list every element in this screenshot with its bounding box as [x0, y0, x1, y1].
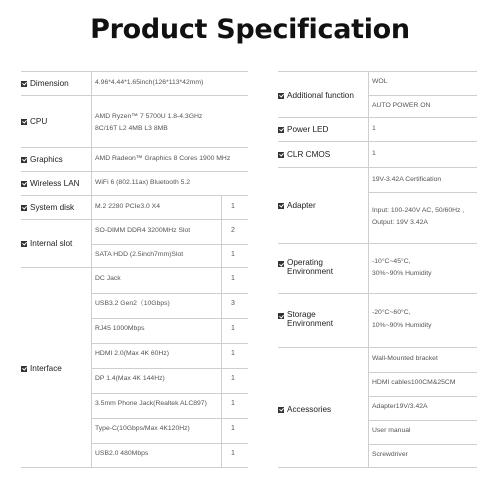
interface-divider — [92, 318, 248, 319]
additional-function-line-1: WOL — [372, 78, 388, 85]
power-led-label: Power LED — [278, 125, 328, 134]
interface-divider — [92, 418, 248, 419]
cpu-line-1: AMD Ryzen™ 7 5700U 1.8-4.3GHz — [95, 113, 203, 120]
slot-item-value: SO-DIMM DDR4 3200MHz Slot — [95, 227, 191, 234]
interface-item-value: DC Jack — [95, 275, 121, 282]
checkbox-icon — [21, 241, 27, 247]
left-spec-table — [21, 71, 248, 481]
interface-item-count: 3 — [231, 300, 235, 307]
storage-environment-line-2: 10%~90% Humidity — [372, 322, 432, 329]
adapter-label: Adapter — [278, 201, 316, 210]
disk-value: M.2 2280 PCIe3.0 X4 — [95, 203, 160, 210]
interface-divider — [92, 368, 248, 369]
interface-divider — [92, 393, 248, 394]
clr-cmos-label: CLR CMOS — [278, 150, 330, 159]
checkbox-icon — [278, 313, 284, 319]
cpu-label: CPU — [21, 117, 47, 126]
operating-environment-line-2: 30%~90% Humidity — [372, 270, 432, 277]
page-title: Product Specification — [90, 14, 410, 45]
disk-row — [21, 195, 248, 219]
count-column-divider — [221, 195, 222, 467]
graphics-row — [21, 147, 248, 171]
internal-slot-row — [21, 219, 248, 267]
checkbox-icon — [278, 407, 284, 413]
operating-environment-label: Operating Environment — [278, 258, 333, 277]
adapter-line-2: Input: 100-240V AC, 50/60Hz , — [372, 207, 465, 214]
power-led-value: 1 — [372, 125, 376, 132]
checkbox-icon — [278, 261, 284, 267]
interface-item-value: Type-C(10Gbps/Max 4K120Hz) — [95, 425, 190, 432]
checkbox-icon — [278, 152, 284, 158]
interface-item-value: 3.5mm Phone Jack(Realtek ALC897) — [95, 400, 207, 407]
interface-item-value: USB2.0 480Mbps — [95, 450, 149, 457]
table-bottom-border — [21, 467, 248, 468]
dimension-label: Dimension — [21, 79, 69, 88]
interface-item-count: 1 — [231, 350, 235, 357]
checkbox-icon — [21, 366, 27, 372]
interface-label: Interface — [21, 364, 62, 373]
slot-divider — [92, 244, 248, 245]
power-led-row — [278, 117, 477, 141]
interface-item-value: HDMI 2.0(Max 4K 60Hz) — [95, 350, 170, 357]
additional-function-line-2: AUTO POWER ON — [372, 102, 431, 109]
clr-cmos-row — [278, 141, 477, 167]
storage-environment-line-1: -20°C~60°C, — [372, 309, 411, 316]
adapter-divider — [368, 192, 477, 193]
table-bottom-border — [278, 467, 477, 468]
graphics-value: AMD Radeon™ Graphics 8 Cores 1900 MHz — [95, 155, 231, 162]
accessories-divider — [368, 396, 477, 397]
slot-item-count: 2 — [231, 227, 235, 234]
accessory-item: User manual — [372, 427, 411, 434]
accessories-divider — [368, 444, 477, 445]
checkbox-icon — [21, 119, 27, 125]
accessory-item: HDMI cables100CM&25CM — [372, 379, 456, 386]
label-column-divider — [368, 71, 369, 467]
interface-divider — [92, 343, 248, 344]
clr-cmos-value: 1 — [372, 150, 376, 157]
additional-divider — [368, 95, 477, 96]
cpu-line-2: 8C/16T L2 4MB L3 8MB — [95, 125, 168, 132]
right-spec-table — [278, 71, 477, 481]
interface-divider — [92, 443, 248, 444]
accessories-row — [278, 347, 477, 467]
checkbox-icon — [278, 93, 284, 99]
adapter-line-3: Output: 19V 3.42A — [372, 219, 428, 226]
additional-function-label: Additional function — [278, 91, 354, 100]
adapter-row — [278, 167, 477, 243]
interface-item-count: 1 — [231, 275, 235, 282]
dimension-row — [21, 71, 248, 95]
checkbox-icon — [21, 81, 27, 87]
adapter-line-1: 19V-3.42A Certification — [372, 176, 442, 183]
accessory-item: Wall-Mounted bracket — [372, 355, 438, 362]
interface-item-count: 1 — [231, 375, 235, 382]
interface-item-count: 1 — [231, 450, 235, 457]
wireless-value: WiFi 6 (802.11ax) Bluetooth 5.2 — [95, 179, 191, 186]
storage-environment-row — [278, 293, 477, 347]
slot-item-value: SATA HDD (2.5inch7mm)Slot — [95, 251, 184, 258]
interface-item-value: DP 1.4(Max 4K 144Hz) — [95, 375, 165, 382]
operating-environment-line-1: -10°C~45°C, — [372, 258, 411, 265]
accessories-label: Accessories — [278, 405, 331, 414]
accessory-item: Adapter19V/3.42A — [372, 403, 428, 410]
checkbox-icon — [278, 127, 284, 133]
disk-count: 1 — [231, 203, 235, 210]
graphics-label: Graphics — [21, 155, 63, 164]
internal-slot-label: Internal slot — [21, 239, 72, 248]
disk-label: System disk — [21, 203, 74, 212]
dimension-value: 4.96*4.44*1.65inch(126*113*42mm) — [95, 79, 204, 86]
interface-divider — [92, 293, 248, 294]
interface-item-value: RJ45 1000Mbps — [95, 325, 145, 332]
checkbox-icon — [21, 181, 27, 187]
interface-row — [21, 267, 248, 467]
additional-function-row — [278, 71, 477, 117]
checkbox-icon — [21, 205, 27, 211]
wireless-label: Wireless LAN — [21, 179, 80, 188]
interface-item-count: 1 — [231, 400, 235, 407]
slot-item-count: 1 — [231, 251, 235, 258]
label-column-divider — [91, 71, 92, 467]
accessory-item: Screwdriver — [372, 451, 408, 458]
checkbox-icon — [21, 157, 27, 163]
interface-item-count: 1 — [231, 425, 235, 432]
accessories-divider — [368, 420, 477, 421]
wireless-row — [21, 171, 248, 195]
accessories-divider — [368, 372, 477, 373]
interface-item-count: 1 — [231, 325, 235, 332]
checkbox-icon — [278, 203, 284, 209]
cpu-row — [21, 95, 248, 147]
operating-environment-row — [278, 243, 477, 293]
interface-item-value: USB3.2 Gen2（10Gbps) — [95, 300, 170, 307]
storage-environment-label: Storage Environment — [278, 310, 333, 329]
